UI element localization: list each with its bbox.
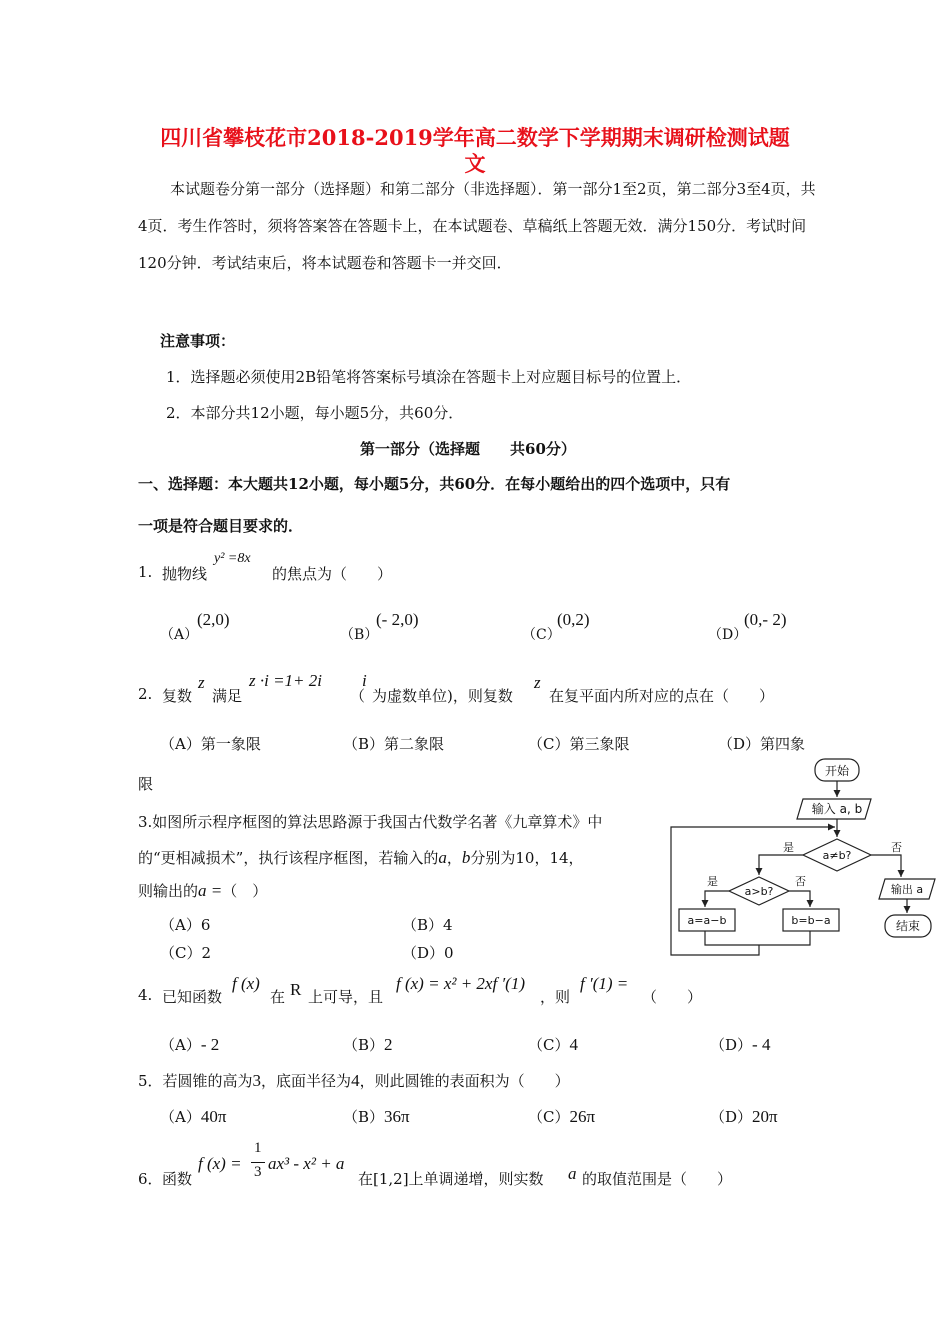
notice-item-2: 2．本部分共12小题，每小题5分，共60分．: [166, 404, 464, 422]
q4-formula: f (x) = x² + 2xf ′(1): [396, 974, 525, 993]
q4-option-b: （B）2: [343, 1035, 393, 1054]
q1-option-c-label: （C）: [522, 627, 561, 643]
q5-option-c: （C）26π: [528, 1107, 596, 1126]
q2-text-e: 在复平面内所对应的点在（ ）: [549, 687, 775, 705]
flow-box-left-text: a=a−b: [687, 914, 727, 927]
flow-start-text: 开始: [824, 764, 850, 778]
q1-option-b-label: （B）: [340, 627, 379, 643]
flow-yes1-text: 是: [783, 841, 794, 854]
intro-paragraph: 本试题卷分第一部分（选择题）和第二部分（非选择题）．第一部分1至2页，第二部分3至4页，共4页．考生作答时，须将答案答在答题卡上，在本试题卷、草稿纸上答题无效．满分150分．考试时间120分钟．考试结束后，将本试题卷和答题卡一并交回．: [138, 180, 816, 272]
q2-option-b: （B）第二象限: [343, 735, 445, 753]
q1-text-post: 的焦点为（ ）: [272, 565, 393, 583]
q1-option-a-value: (2,0): [197, 610, 230, 629]
q3-line3: 则输出的a =（ ）: [138, 881, 268, 900]
q3-option-a: （A）6: [160, 916, 211, 934]
q6-formula-lhs: f (x) =: [198, 1154, 242, 1173]
q5-option-d: （D）20π: [710, 1107, 778, 1126]
q6-text-c: 的取值范围是（ ）: [582, 1170, 733, 1188]
q4-formula2: f ′(1) =: [580, 974, 629, 993]
q5-question: 5．若圆锥的高为3，底面半径为4，则此圆锥的表面积为（ ）: [138, 1071, 570, 1090]
doc-title-line2: 文: [464, 151, 486, 176]
q2-text-a: 复数: [162, 687, 193, 705]
q1-option-b-value: (- 2,0): [376, 610, 419, 629]
q4-text-a: 已知函数: [162, 988, 223, 1006]
q3-line1: 3.如图所示程序框图的算法思路源于我国古代数学名著《九章算术》中: [138, 813, 603, 831]
q4-option-a: （A）- 2: [160, 1035, 220, 1054]
section1-line1: 一、选择题：本大题共12小题，每小题5分，共60分．在每小题给出的四个选项中，只有: [138, 475, 731, 493]
q4-R: R: [290, 980, 302, 999]
flow-no1-text: 否: [891, 841, 902, 854]
notice-item-1: 1．选择题必须使用2B铅笔将答案标号填涂在答题卡上对应题目标号的位置上．: [166, 368, 692, 386]
q2-formula: z ·i =1+ 2i: [249, 671, 323, 690]
flow-end-text: 结束: [895, 919, 921, 933]
q4-text-d: ，则: [540, 988, 571, 1006]
q4-text-b: 在: [270, 988, 286, 1006]
q2-z2: z: [534, 673, 541, 692]
q2-option-d-wrap: 限: [138, 775, 154, 793]
q1-option-d-label: （D）: [708, 627, 748, 643]
q2-text-b: 满足: [212, 687, 243, 705]
q6-a: a: [568, 1164, 577, 1183]
q6-formula-rhs: ax³ - x² + a: [268, 1154, 345, 1173]
q1-option-c-value: (0,2): [557, 610, 590, 629]
q1-number: 1.: [138, 563, 153, 581]
q2-text-d: 为虚数单位)，则复数: [372, 687, 513, 705]
q6-frac-bar: [251, 1162, 265, 1163]
q3-line2: 的“更相减损术”，执行该程序框图，若输入的a，b分别为10，14，: [138, 848, 584, 867]
q3-option-b: （B）4: [402, 916, 453, 934]
q2-text-c: （: [350, 687, 366, 705]
q6-frac-num: 1: [254, 1140, 262, 1156]
q4-option-c: （C）4: [528, 1035, 578, 1054]
q4-number: 4.: [138, 986, 153, 1004]
q2-option-c: （C）第三象限: [528, 735, 630, 753]
flow-no2-text: 否: [795, 875, 806, 888]
q1-option-a-label: （A）: [160, 627, 199, 643]
section1-line2: 一项是符合题目要求的．: [138, 517, 304, 535]
flow-input-text: 输入 a, b: [811, 802, 863, 816]
q1-text-pre: 抛物线: [162, 565, 208, 583]
q3-option-c: （C）2: [160, 944, 212, 962]
doc-title-line1: 四川省攀枝花市2018-2019学年高二数学下学期期末调研检测试题: [160, 125, 790, 150]
flow-output-text: 输出 a: [890, 883, 924, 896]
flowchart-diagram: [665, 755, 945, 965]
q4-text-e: （ ）: [642, 988, 703, 1006]
q3-option-d: （D）0: [402, 944, 454, 962]
notice-heading: 注意事项：: [160, 332, 236, 350]
part1-heading: 第一部分（选择题 共60分）: [360, 440, 576, 458]
q4-option-d: （D）- 4: [710, 1035, 771, 1054]
q6-frac-den: 3: [254, 1164, 262, 1180]
q6-text-a: 函数: [162, 1170, 193, 1188]
q5-option-a: （A）40π: [160, 1107, 227, 1126]
flow-box-right-text: b=b−a: [791, 914, 831, 927]
flow-cond1-text: a≠b?: [822, 849, 852, 862]
q6-text-b: 在[1,2]上单调递增，则实数: [358, 1170, 544, 1188]
q6-number: 6．: [138, 1170, 163, 1188]
flow-cond2-text: a>b?: [744, 885, 774, 898]
q2-number: 2.: [138, 685, 153, 703]
q1-formula: y² =8x: [214, 551, 251, 566]
q2-i: i: [362, 671, 367, 690]
q2-z1: z: [198, 673, 205, 692]
flow-yes2-text: 是: [707, 875, 718, 888]
q4-text-c: 上可导，且: [308, 988, 384, 1006]
q4-fx: f (x): [232, 974, 260, 993]
q2-option-d: （D）第四象: [718, 735, 806, 753]
q1-option-d-value: (0,- 2): [744, 610, 787, 629]
q5-option-b: （B）36π: [343, 1107, 410, 1126]
q2-option-a: （A）第一象限: [160, 735, 261, 753]
